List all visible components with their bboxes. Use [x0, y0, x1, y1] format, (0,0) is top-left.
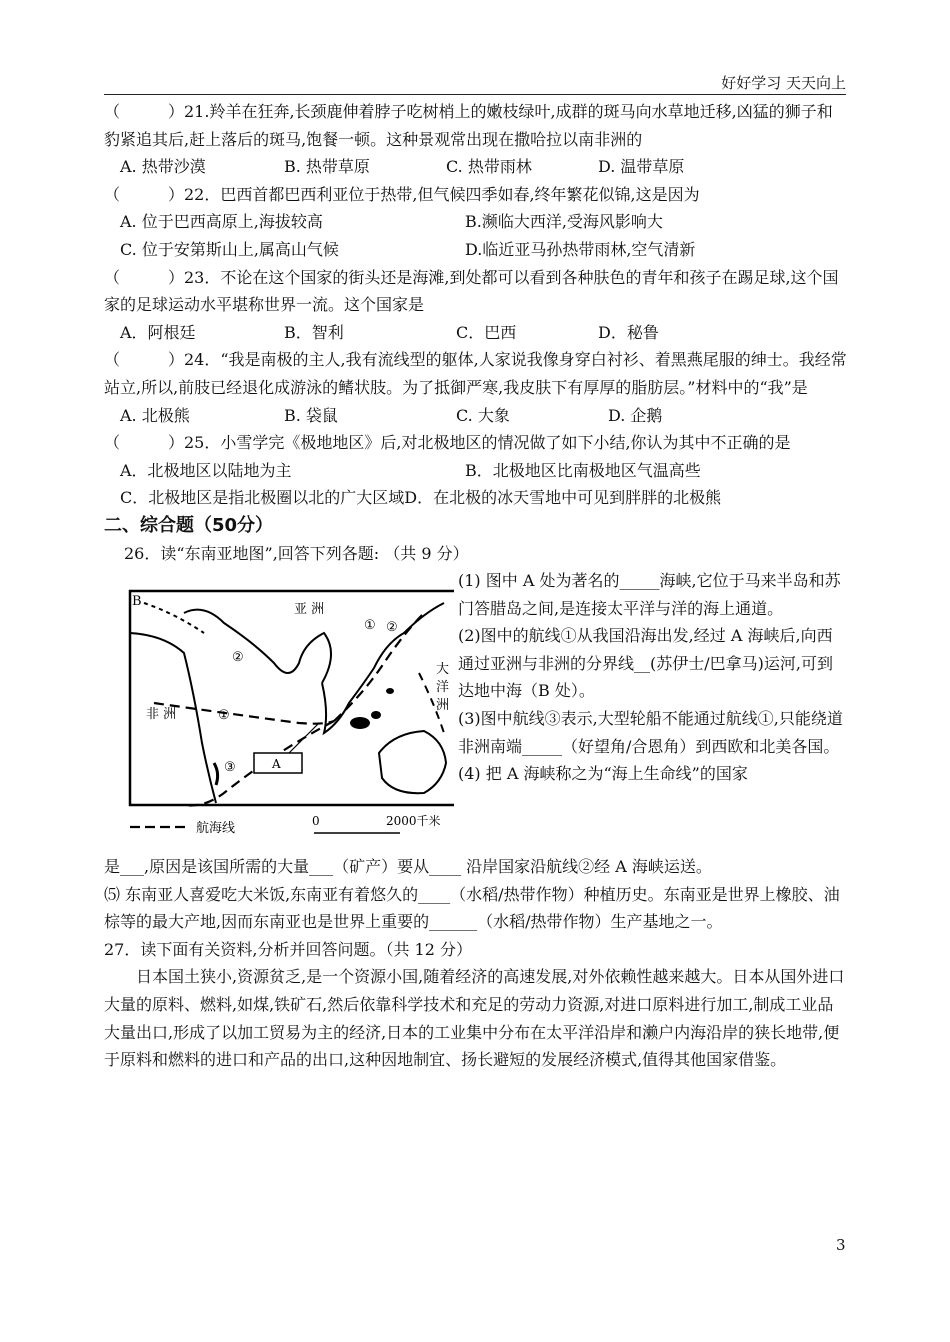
q26-title: 26．读“东南亚地图”,回答下列各题: （共 9 分） — [124, 543, 469, 563]
label-asia: 亚 洲 — [294, 602, 325, 618]
q24-option-b: B. 袋鼠 — [284, 405, 338, 425]
q21-option-b: B. 热带草原 — [284, 157, 370, 177]
label-a: A — [272, 757, 281, 772]
q26-figure-row — [104, 567, 848, 853]
q21-option-d: D. 温带草原 — [598, 157, 685, 177]
label-route-1-top: ① — [364, 618, 376, 634]
label-pacific-3: 洲 — [436, 698, 450, 714]
q26-side-text — [454, 567, 848, 853]
q27-body: 日本国土狭小,资源贫乏,是一个资源小国,随着经济的高速发展,对外依赖性越来越大。日本从国外进口大量的原料、燃料,如煤,铁矿石,然后依靠科学技术和充足的劳动力资源,对进口原料进行加工,制成工业品大量出口,形成了以加工贸易为主的经济,日本的工业集中分布在太平洋沿岸和濑户内海沿岸的狭长地带,便于原料和燃料的进口和产品的出口,这种因地制宜、扬长避短的发展经济模式,值得其他国家借鉴。 — [104, 967, 845, 1070]
q23-options — [104, 319, 848, 347]
scale-zero: 0 — [312, 814, 320, 829]
label-a-pointer — [289, 723, 319, 753]
q24-stem: （ ）24．“我是南极的主人,我有流线型的躯体,人家说我像身穿白衬衫、着黑燕尾服的绅士。我经常站立,所以,前肢已经退化成游泳的鳍状肢。为了抵御严寒,我皮肤下有厚厚的脂肪层。”材料中的“我”是 — [104, 350, 847, 397]
q26-part-4a: (4) 把 A 海峡称之为“海上生命线”的国家 — [458, 764, 748, 784]
header-text: 好好学习 天天向上 — [721, 74, 846, 92]
label-b: B — [132, 594, 142, 610]
southeast-asia-map — [104, 567, 454, 853]
q24-options — [104, 402, 848, 430]
page-number: 3 — [836, 1236, 846, 1254]
label-route-3: ③ — [224, 760, 236, 776]
q22-option-a: A. 位于巴西高原上,海拔较高 — [120, 212, 323, 232]
q21-options — [104, 153, 848, 181]
label-route-2: ② — [232, 650, 244, 666]
legend-label: 航海线 — [196, 821, 236, 837]
q24-option-d: D. 企鹅 — [608, 405, 663, 425]
q25-option-d: D．在北极的冰天雪地中可见到胖胖的北极熊 — [404, 488, 722, 508]
page-header — [104, 72, 846, 95]
arabia-india-coast — [184, 610, 331, 683]
map-svg — [124, 573, 454, 845]
q21-option-c: C. 热带雨林 — [446, 157, 532, 177]
q24-option-a: A. 北极熊 — [120, 405, 190, 425]
australia-coast — [379, 731, 446, 793]
page-content — [104, 98, 848, 1074]
q22-stem: （ ）22．巴西首都巴西利亚位于热带,但气候四季如春,终年繁花似锦,这是因为 — [104, 184, 700, 204]
scale-label: 2000千米 — [386, 814, 441, 829]
island-borneo — [350, 717, 370, 729]
q25-options-row1 — [104, 457, 848, 485]
mediterranean-route — [144, 603, 204, 633]
q22-option-c: C. 位于安第斯山上,属高山气候 — [120, 239, 339, 259]
label-route-1: ① — [218, 708, 230, 724]
q25-option-a: A．北极地区以陆地为主 — [120, 460, 292, 480]
q23-stem: （ ）23．不论在这个国家的街头还是海滩,到处都可以看到各种肤色的青年和孩子在踢足球,这个国家的足球运动水平堪称世界一流。这个国家是 — [104, 267, 839, 315]
route-1 — [154, 703, 334, 724]
label-pacific-2: 洋 — [436, 680, 450, 696]
q24-option-c: C. 大象 — [456, 405, 510, 425]
q27-title: 27．读下面有关资料,分析并回答问题。（共 12 分） — [104, 939, 472, 959]
q22-options-row2 — [104, 236, 848, 264]
q23-option-b: B．智利 — [284, 322, 344, 342]
q25-option-b: B．北极地区比南极地区气温高些 — [465, 460, 701, 480]
madagascar — [214, 763, 218, 785]
q26-part-5: ⑸ 东南亚人喜爱吃大米饭,东南亚有着悠久的____（水稻/热带作物）种植历史。东南亚是世界上橡胶、油棕等的最大产地,因而东南亚也是世界上重要的______（水稻/热带作物）生产基地之一。 — [104, 884, 840, 932]
island-celebes — [371, 711, 381, 719]
q21-option-a: A. 热带沙漠 — [120, 157, 206, 177]
q22-options-row1 — [104, 208, 848, 236]
q26-part-1: (1) 图中 A 处为著名的_____海峡,它位于马来半岛和苏门答腊岛之间,是连接太平洋与洋的海上通道。 — [458, 571, 841, 618]
section-2-title: 二、综合题（50分） — [104, 514, 274, 536]
q21-stem: （ ）21.羚羊在狂奔,长颈鹿伸着脖子吃树梢上的嫩枝绿叶,成群的斑马向水草地迁移,凶猛的狮子和豹紧追其后,赶上落后的斑马,饱餐一顿。这种景观常出现在撒哈拉以南非洲的 — [104, 102, 833, 149]
label-africa: 非 洲 — [146, 707, 177, 723]
q26-part-2: (2)图中的航线①从我国沿海出发,经过 A 海峡后,向西通过亚洲与非洲的分界线__(苏伊士/巴拿马)运河,可到达地中海（B 处）。 — [458, 626, 833, 701]
q26-part-3: (3)图中航线③表示,大型轮船不能通过航线①,只能绕道非洲南端_____（好望角/合恩角）到西欧和北美各国。 — [458, 709, 843, 756]
label-pacific-1: 大 — [436, 662, 450, 678]
q26-part-4b: 是___,原因是该国所需的大量___（矿产）要从____ 沿岸国家沿航线②经 A 海峡运送。 — [104, 857, 712, 877]
q25-option-c: C．北极地区是指北极圈以北的广大区域 — [120, 488, 405, 508]
label-route-2-top: ② — [386, 620, 398, 636]
q22-option-d: D.临近亚马孙热带雨林,空气清新 — [465, 239, 696, 259]
q25-stem: （ ）25．小雪学完《极地地区》后,对北极地区的情况做了如下小结,你认为其中不正确的是 — [104, 433, 791, 453]
q25-options-row2 — [104, 484, 848, 512]
island-philippines — [386, 688, 394, 694]
q23-option-c: C．巴西 — [456, 322, 517, 342]
q23-option-a: A．阿根廷 — [120, 322, 196, 342]
q22-option-b: B.濒临大西洋,受海风影响大 — [465, 212, 663, 232]
q23-option-d: D．秘鲁 — [598, 322, 659, 342]
